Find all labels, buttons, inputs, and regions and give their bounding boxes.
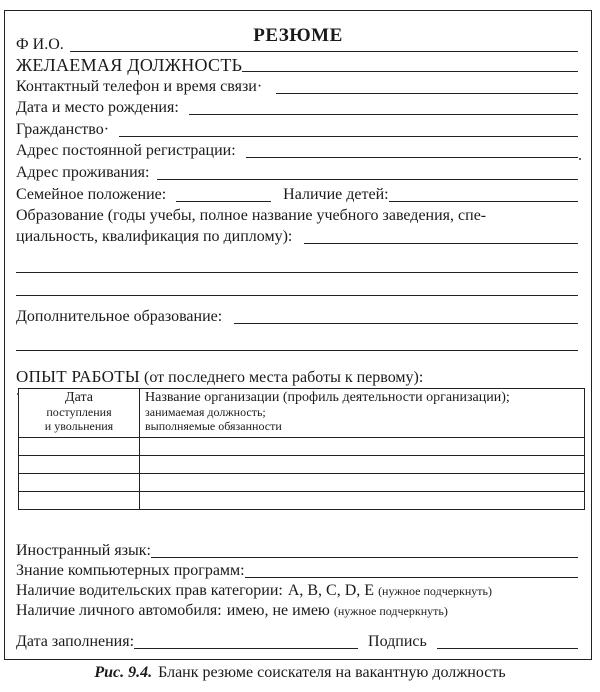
birth-date-place-field[interactable]	[189, 100, 578, 115]
form-title: РЕЗЮМЕ	[253, 25, 343, 46]
table-row	[19, 456, 585, 474]
citizenship-label: Гражданство·	[16, 121, 110, 138]
figure-caption-text: Бланк резюме соискателя на вакантную должность	[158, 664, 506, 681]
own-car-label: Наличие личного автомобиля:	[16, 602, 222, 619]
marital-status-field[interactable]	[176, 187, 271, 202]
signature-row	[16, 632, 578, 652]
scan-speck	[17, 393, 19, 395]
experience-title-caps: ОПЫТ РАБОТЫ	[16, 367, 141, 386]
dates-cell[interactable]	[19, 456, 140, 474]
residence-address-field[interactable]	[157, 165, 578, 180]
own-car-row	[16, 601, 578, 621]
citizenship-field[interactable]	[119, 122, 578, 137]
additional-education-row	[16, 307, 578, 327]
column-header-dates-line2: поступления	[46, 405, 112, 419]
dates-cell[interactable]	[19, 474, 140, 492]
experience-table	[18, 388, 585, 510]
education-blank-line-2[interactable]	[16, 295, 578, 296]
experience-title-rest: (от последнего места работы к первому):	[144, 369, 424, 386]
fill-date-field[interactable]	[134, 634, 358, 649]
registration-address-row	[16, 141, 578, 161]
education-field[interactable]	[304, 229, 578, 244]
dates-cell[interactable]	[19, 438, 140, 456]
education-label-line1: Образование (годы учебы, полное название учебного заведения, спе-	[16, 207, 487, 224]
education-blank-line-1[interactable]	[16, 272, 578, 273]
organization-cell[interactable]	[140, 474, 585, 492]
table-row	[19, 474, 585, 492]
registration-address-label: Адрес постоянной регистрации:	[16, 142, 236, 159]
foreign-language-label: Иностранный язык:	[16, 542, 151, 559]
column-header-dates	[19, 389, 140, 438]
computer-skills-row	[16, 561, 578, 581]
driving-license-row	[16, 581, 578, 601]
residence-address-label: Адрес проживания:	[16, 164, 150, 181]
birth-date-place-label: Дата и место рождения:	[16, 99, 179, 116]
own-car-note: (нужное подчеркнуть)	[333, 604, 448, 618]
signature-field[interactable]	[437, 634, 578, 649]
foreign-language-row	[16, 541, 578, 561]
marital-status-label: Семейное положение:	[16, 186, 167, 203]
column-header-organization-line2: занимаемая должность;	[145, 405, 266, 419]
desired-position-label: ЖЕЛАЕМАЯ ДОЛЖНОСТЬ	[16, 55, 243, 75]
figure-caption	[0, 664, 600, 682]
own-car-options[interactable]: имею, не имею	[226, 602, 330, 619]
scan-speck	[579, 158, 581, 160]
contact-phone-row	[16, 77, 578, 97]
column-header-organization-line3: выполняемые обязанности	[145, 419, 282, 433]
column-header-organization-line1: Название организации (профиль деятельности организации);	[145, 390, 510, 405]
registration-address-field[interactable]	[246, 143, 578, 158]
figure-number: Рис. 9.4.	[94, 664, 153, 681]
driving-license-note: (нужное подчеркнуть)	[378, 584, 493, 598]
desired-position-field[interactable]	[242, 57, 578, 72]
contact-phone-label: Контактный телефон и время связи·	[16, 78, 263, 95]
marital-children-row	[16, 185, 578, 205]
additional-education-blank-line[interactable]	[16, 350, 578, 351]
organization-cell[interactable]	[140, 438, 585, 456]
column-header-dates-line1: Дата	[65, 390, 93, 405]
signature-label: Подпись	[368, 633, 427, 650]
foreign-language-field[interactable]	[151, 543, 578, 558]
citizenship-row	[16, 120, 578, 140]
computer-skills-label: Знание компьютерных программ:	[16, 562, 245, 579]
fill-date-label: Дата заполнения:	[16, 633, 135, 650]
experience-title	[16, 367, 423, 387]
full-name-row	[16, 35, 578, 55]
column-header-dates-line3: и увольнения	[44, 419, 114, 433]
contact-phone-field[interactable]	[276, 79, 578, 94]
additional-education-label: Дополнительное образование:	[16, 308, 223, 325]
table-row	[19, 438, 585, 456]
computer-skills-field[interactable]	[245, 563, 578, 578]
birth-date-place-row	[16, 98, 578, 118]
organization-cell[interactable]	[140, 492, 585, 510]
full-name-field[interactable]	[70, 37, 578, 52]
children-label: Наличие детей:	[283, 186, 389, 203]
desired-position-row	[16, 55, 578, 75]
children-field[interactable]	[389, 187, 578, 202]
education-row	[16, 227, 578, 247]
education-label-line2: циальность, квалификация по диплому):	[16, 228, 293, 245]
driving-license-label: Наличие водительских прав категории:	[16, 582, 283, 599]
column-header-organization	[140, 389, 585, 438]
driving-license-options[interactable]: A, B, C, D, E	[287, 582, 375, 599]
residence-address-row	[16, 163, 578, 183]
full-name-label: Ф И.О.	[16, 36, 64, 53]
organization-cell[interactable]	[140, 456, 585, 474]
table-row	[19, 492, 585, 510]
experience-header-row	[19, 389, 585, 438]
additional-education-field[interactable]	[234, 309, 578, 324]
dates-cell[interactable]	[19, 492, 140, 510]
